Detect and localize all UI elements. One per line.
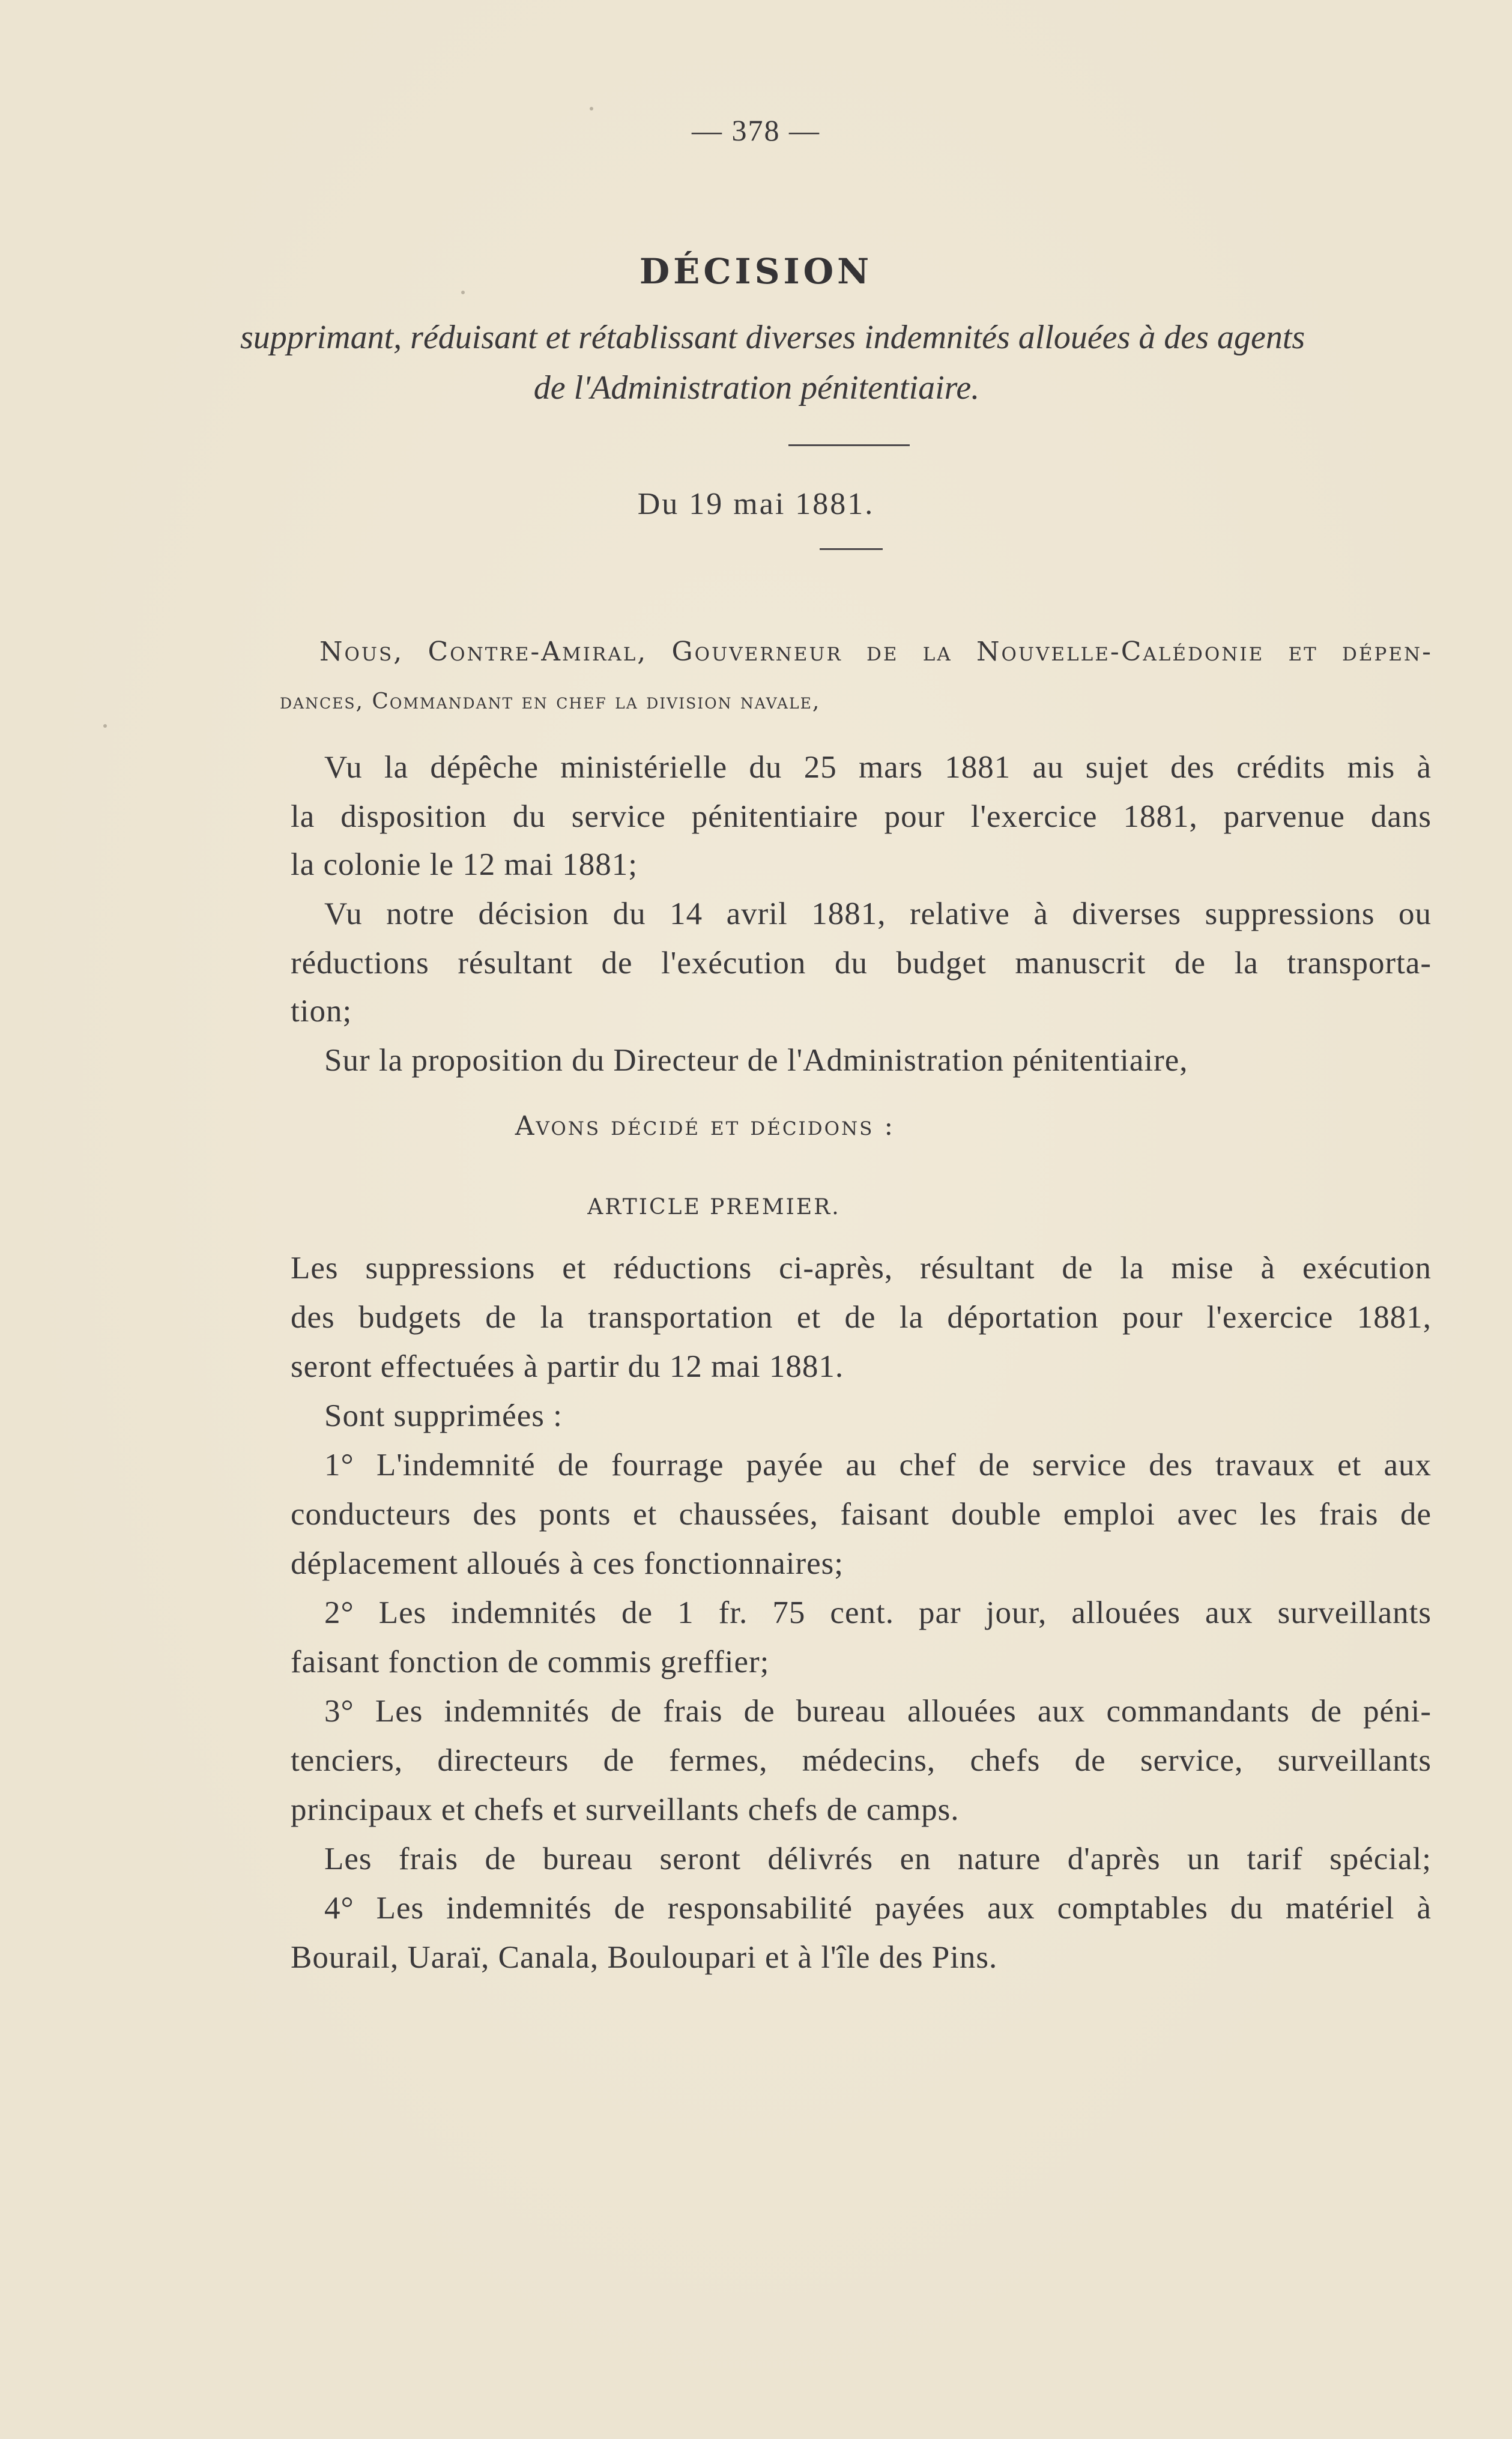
decision-line: Avons décidé et décidons : [515, 1111, 895, 1141]
considerant-1-line-3: la colonie le 12 mai 1881; [291, 847, 638, 882]
considerant-1-line-1: Vu la dépêche ministérielle du 25 mars 1881 au sujet des crédits mis à [324, 750, 1432, 785]
article-para-3-line-1: 1° L'indemnité de fourrage payée au chef de service des travaux et aux [324, 1448, 1432, 1482]
subtitle-line-2: de l'Administration pénitentiaire. [533, 369, 980, 406]
article-para-1-line-2: des budgets de la transportation et de la déportation pour l'exercice 1881, [291, 1300, 1432, 1335]
article-para-5-line-3: principaux et chefs et surveillants chefs de camps. [291, 1792, 960, 1827]
subtitle-line-1: supprimant, réduisant et rétablissant diverses indemnités allouées à des agents [240, 319, 1305, 356]
issuer-heading-line-2: dances, Commandant en chef la division navale, [280, 689, 821, 714]
dateline: Du 19 mai 1881. [637, 487, 875, 521]
separator-rule [788, 444, 910, 446]
article-para-6-line-1: Les frais de bureau seront délivrés en nature d'après un tarif spécial; [324, 1842, 1432, 1876]
paper-speck [590, 107, 593, 110]
article-para-3-line-2: conducteurs des ponts et chaussées, faisant double emploi avec les frais de [291, 1497, 1432, 1532]
paper-speck [103, 724, 107, 728]
article-para-1-line-1: Les suppressions et réductions ci-après, résultant de la mise à exécution [291, 1251, 1432, 1286]
article-para-4-line-1: 2° Les indemnités de 1 fr. 75 cent. par jour, allouées aux surveillants [324, 1595, 1432, 1630]
considerant-1-line-2: la disposition du service pénitentiaire pour l'exercice 1881, parvenue dans [291, 799, 1432, 834]
document-title: DÉCISION [639, 251, 873, 292]
article-para-7-line-2: Bourail, Uaraï, Canala, Bouloupari et à l'île des Pins. [291, 1940, 998, 1975]
article-para-7-line-1: 4° Les indemnités de responsabilité payées aux comptables du matériel à [324, 1891, 1432, 1926]
considerant-2-line-2: réductions résultant de l'exécution du budget manuscrit de la transporta- [291, 946, 1432, 981]
paper-speck [461, 291, 465, 294]
considerant-2-line-3: tion; [291, 994, 352, 1029]
article-para-4-line-2: faisant fonction de commis greffier; [291, 1645, 770, 1679]
separator-rule-short [820, 548, 883, 550]
article-para-3-line-3: déplacement alloués à ces fonctionnaires; [291, 1546, 844, 1581]
article-heading: ARTICLE PREMIER. [587, 1195, 841, 1220]
page-number: — 378 — [692, 113, 820, 147]
article-para-1-line-3: seront effectuées à partir du 12 mai 1881. [291, 1349, 844, 1384]
issuer-heading-line-1: Nous, Contre-Amiral, Gouverneur de la Nouvelle-Calédonie et dépen- [319, 636, 1433, 667]
article-para-5-line-1: 3° Les indemnités de frais de bureau allouées aux commandants de péni- [324, 1694, 1432, 1729]
article-para-2-line-1: Sont supprimées : [324, 1398, 563, 1433]
article-para-5-line-2: tenciers, directeurs de fermes, médecins, chefs de service, surveillants [291, 1743, 1432, 1778]
considerant-2-line-1: Vu notre décision du 14 avril 1881, relative à diverses suppressions ou [324, 896, 1432, 931]
considerant-3-line-1: Sur la proposition du Directeur de l'Administration pénitentiaire, [324, 1043, 1188, 1078]
